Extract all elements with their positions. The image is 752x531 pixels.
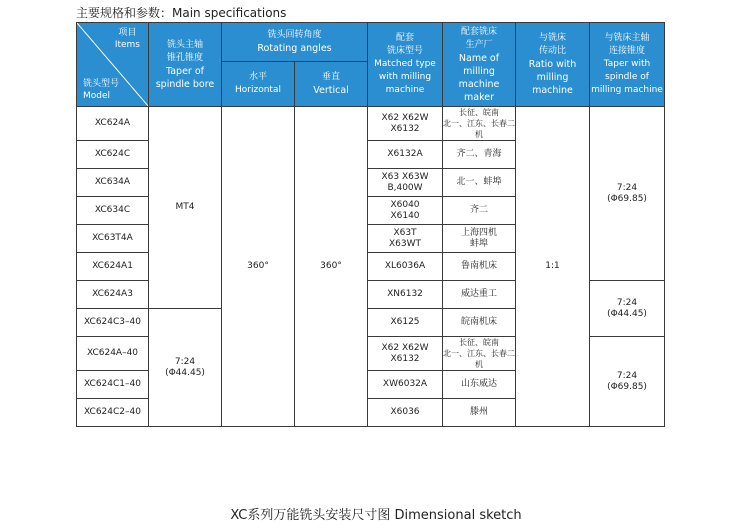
header-rotating: 铣头回转角度 Rotating angles bbox=[222, 23, 368, 62]
spec-table bbox=[76, 22, 665, 427]
matched-cell: X62 X62W X6132 bbox=[368, 107, 443, 141]
table-row bbox=[77, 107, 665, 141]
ratio-value: 1:1 bbox=[516, 107, 590, 427]
header-ratio: 与铣床 传动比 Ratio with milling machine bbox=[516, 23, 590, 107]
vertical-value: 360° bbox=[295, 107, 368, 427]
horizontal-value: 360° bbox=[222, 107, 295, 427]
connect-group-2: 7:24 (Φ44.45) bbox=[590, 281, 665, 337]
taper-group-1: MT4 bbox=[149, 107, 222, 309]
model-cell: XC624C bbox=[77, 141, 149, 169]
matched-cell: X63 X63W B,400W bbox=[368, 169, 443, 197]
model-cell: XC624A–40 bbox=[77, 337, 149, 371]
header-vertical: 垂直 Vertical bbox=[295, 62, 368, 107]
model-cell: XC624A3 bbox=[77, 281, 149, 309]
maker-cell: 齐二、青海 bbox=[443, 141, 516, 169]
matched-cell: X6132A bbox=[368, 141, 443, 169]
model-cell: XC63T4A bbox=[77, 225, 149, 253]
header-maker: 配套铣床 生产厂 Name of milling machine maker bbox=[443, 23, 516, 107]
header-matched: 配套 铣床型号 Matched type with milling machine bbox=[368, 23, 443, 107]
matched-cell: X63T X63WT bbox=[368, 225, 443, 253]
header-items: 项目 Items bbox=[114, 28, 140, 50]
taper-group-2: 7:24 (Φ44.45) bbox=[149, 309, 222, 427]
model-cell: XC634C bbox=[77, 197, 149, 225]
model-cell: XC624A1 bbox=[77, 253, 149, 281]
model-cell: XC624C2–40 bbox=[77, 399, 149, 427]
header-taper: 铣头主轴 锥孔锥度 Taper of spindle bore bbox=[149, 23, 222, 107]
header-horizontal: 水平 Horizontal bbox=[222, 62, 295, 107]
model-cell: XC624C1–40 bbox=[77, 371, 149, 399]
maker-cell: 上海四机 蚌埠 bbox=[443, 225, 516, 253]
model-cell: XC624A bbox=[77, 107, 149, 141]
model-cell: XC634A bbox=[77, 169, 149, 197]
header-connect: 与铣床主轴 连接锥度 Taper with spindle of milling machine bbox=[590, 23, 665, 107]
maker-cell: 长征、皖南 北一、江东、长春二机 bbox=[443, 338, 515, 369]
maker-cell: 北一、蚌埠 bbox=[443, 169, 516, 197]
matched-cell: X62 X62W X6132 bbox=[368, 337, 443, 371]
model-cell: XC624C3–40 bbox=[77, 309, 149, 337]
matched-cell: X6036 bbox=[368, 399, 443, 427]
maker-cell: 皖南机床 bbox=[443, 309, 516, 337]
header-items-model bbox=[77, 23, 149, 107]
header-model: 铣头型号 Model bbox=[83, 79, 120, 101]
maker-cell: 山东威达 bbox=[443, 371, 516, 399]
maker-cell: 滕州 bbox=[443, 399, 516, 427]
maker-cell: 鲁南机床 bbox=[443, 253, 516, 281]
section-title: 主要规格和参数：Main specifications bbox=[76, 6, 287, 20]
connect-group-3: 7:24 (Φ69.85) bbox=[590, 337, 665, 427]
matched-cell: XL6036A bbox=[368, 253, 443, 281]
maker-cell: 齐二 bbox=[443, 197, 516, 225]
matched-cell: XW6032A bbox=[368, 371, 443, 399]
matched-cell: X6040 X6140 bbox=[368, 197, 443, 225]
maker-cell: 长征、皖南 北一、江东、长春二机 bbox=[443, 108, 515, 139]
footer-title: XC系列万能铣头安装尺寸图 Dimensional sketch bbox=[230, 508, 522, 523]
matched-cell: XN6132 bbox=[368, 281, 443, 309]
maker-cell: 威达重工 bbox=[443, 281, 516, 309]
matched-cell: X6125 bbox=[368, 309, 443, 337]
connect-group-1: 7:24 (Φ69.85) bbox=[590, 107, 665, 281]
